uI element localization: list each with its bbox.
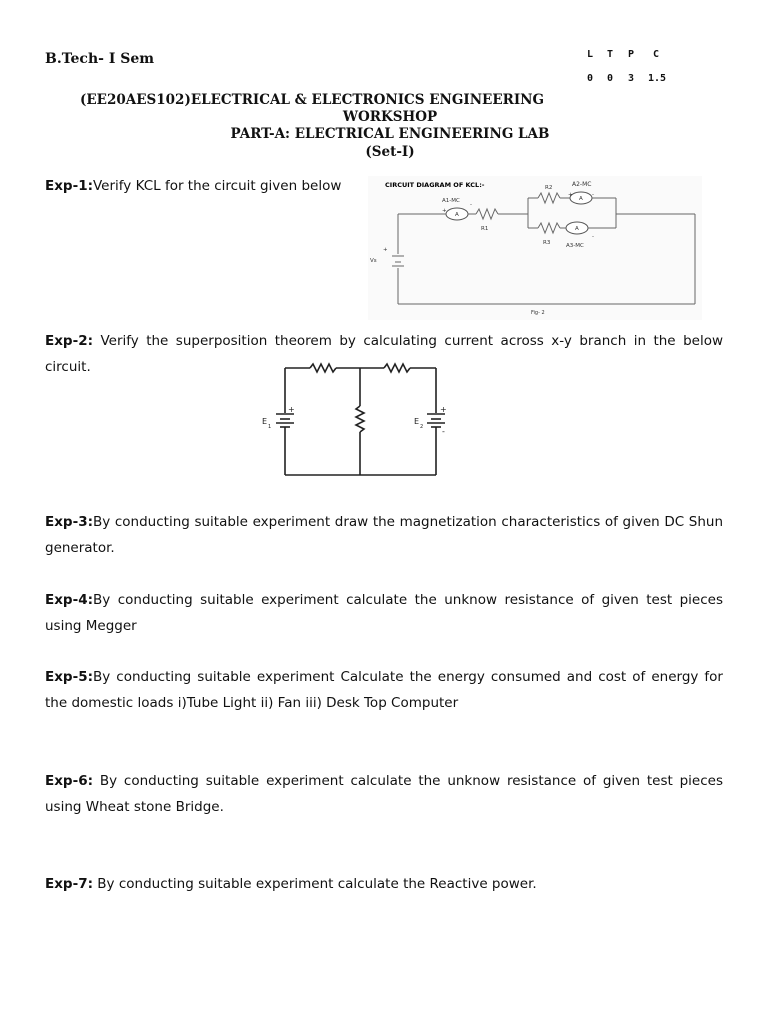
ltpc-value-p: 3 [628,73,635,84]
experiment-5 [45,664,723,716]
experiment-text: Verify KCL for the circuit given below [93,178,342,194]
a3-label: A3-MC [566,243,584,249]
course-title-line2: WORKSHOP [342,109,438,125]
ltpc-value-l: 0 [587,73,594,84]
experiment-id: Exp-3: [45,514,93,530]
vs-label: Vs [370,258,377,264]
experiment-id: Exp-6: [45,773,93,789]
ltpc-value-c: 1.5 [648,73,667,84]
course-title-line1: (EE20AES102)ELECTRICAL & ELECTRONICS ENGINEERING [80,92,545,108]
r1-label: R1 [481,226,489,232]
ammeter-a2-symbol: A [579,196,583,202]
e2-minus: - [442,427,445,436]
figure-caption: Fig- 2 [531,310,545,316]
ltpc-label-l: L [587,49,594,60]
a2-minus: - [592,192,594,198]
semester-label: B.Tech- I Sem [45,51,155,67]
experiment-3 [45,509,723,561]
experiment-1 [45,173,365,199]
r3-label: R3 [543,240,551,246]
ltpc-value-t: 0 [607,73,614,84]
ammeter-a1-symbol: A [455,212,459,218]
experiment-text: By conducting suitable experiment calculate the Reactive power. [93,876,537,892]
e2-plus: + [440,405,447,414]
experiment-text: By conducting suitable experiment calculate the unknow resistance of given test pieces using Megger [45,592,723,634]
experiment-text: Verify the superposition theorem by calculating current across x-y branch in the below circuit. [45,333,723,375]
ltpc-label-t: T [607,49,614,60]
superposition-circuit-diagram [256,362,452,480]
experiment-id: Exp-1: [45,178,93,194]
experiment-id: Exp-5: [45,669,93,685]
experiment-id: Exp-2: [45,333,93,349]
experiment-id: Exp-4: [45,592,93,608]
ltpc-label-p: P [628,49,635,60]
set-label: (Set-I) [365,144,415,160]
experiment-4 [45,587,723,639]
vs-plus: + [383,247,388,253]
part-title: PART-A: ELECTRICAL ENGINEERING LAB [230,126,550,142]
experiment-id: Exp-7: [45,876,93,892]
a3-minus: - [592,234,594,240]
experiment-text: By conducting suitable experiment Calculate the energy consumed and cost of energy for the domestic loads i)Tube Light ii) Fan iii) Desk Top Computer [45,669,723,711]
e2-label: E [414,417,420,426]
a2-label: A2-MC [572,181,592,188]
a1-minus: - [470,202,472,208]
experiment-text: By conducting suitable experiment calculate the unknow resistance of given test pieces using Wheat stone Bridge. [45,773,723,815]
ammeter-a3-symbol: A [575,226,579,232]
experiment-text: By conducting suitable experiment draw the magnetization characteristics of given DC Shun generator. [45,514,723,556]
r2-label: R2 [545,185,553,191]
experiment-6 [45,768,723,820]
e1-subscript: 1 [268,424,272,430]
kcl-circuit-diagram [368,176,702,320]
e1-plus: + [288,405,295,414]
kcl-diagram-title: CIRCUIT DIAGRAM OF KCL:- [385,181,485,189]
a1-label: A1-MC [442,198,460,204]
e1-label: E [262,417,268,426]
a1-plus: + [442,208,447,214]
e2-subscript: 2 [420,424,424,430]
experiment-7 [45,871,723,897]
a2-plus: + [568,192,573,198]
ltpc-label-c: C [653,49,660,60]
